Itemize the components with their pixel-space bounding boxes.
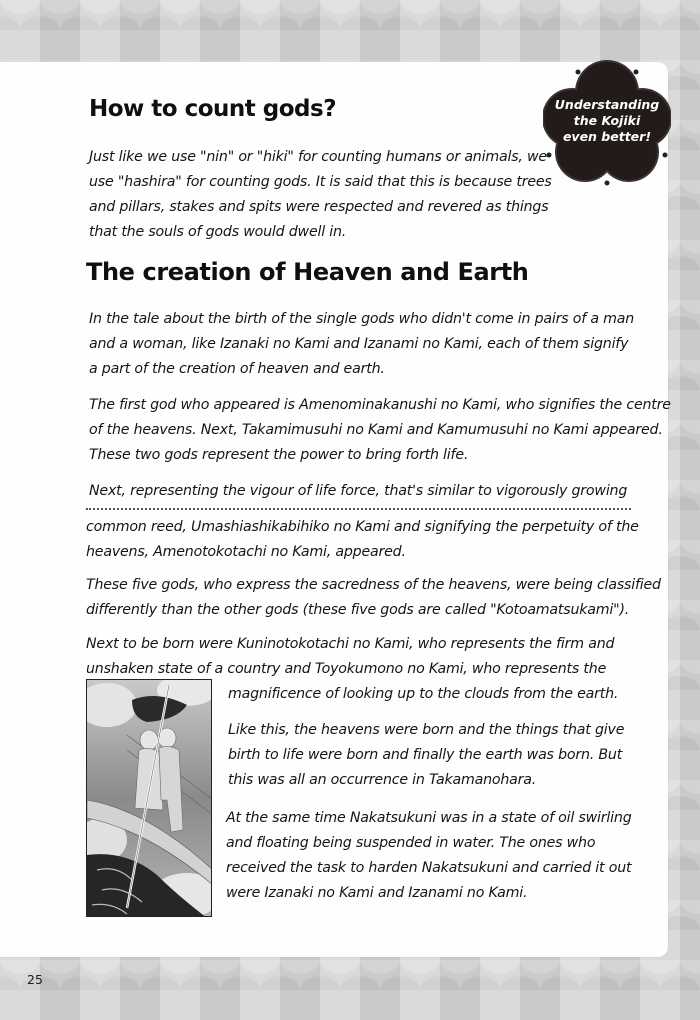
text-line: The first god who appeared is Amenominakanushi no Kami, who signifies the centre — [89, 397, 671, 413]
section-heading-count: How to count gods? — [89, 96, 337, 122]
page-number: 25 — [27, 972, 43, 987]
text-line: this was all an occurrence in Takamanohara. — [228, 772, 537, 788]
badge-line: the Kojiki — [573, 113, 641, 128]
text-line: birth to life were born and finally the earth was born. But — [228, 747, 623, 763]
text-line: and pillars, stakes and spits were respected and revered as things — [89, 199, 549, 215]
text-line: use "hashira" for counting gods. It is said that this is because trees — [89, 174, 552, 190]
text-line: unshaken state of a country and Toyokumono no Kami, who represents the — [86, 661, 607, 677]
kojiki-badge — [543, 52, 671, 186]
dotted-separator — [86, 508, 631, 510]
text-line: were Izanaki no Kami and Izanami no Kami. — [226, 885, 528, 901]
paragraph — [86, 573, 661, 623]
paragraph — [226, 806, 632, 906]
text-line: of the heavens. Next, Takamimusuhi no Kami and Kamumusuhi no Kami appeared. — [89, 422, 663, 438]
text-line: Next to be born were Kuninotokotachi no Kami, who represents the firm and — [86, 636, 615, 652]
text-line: and a woman, like Izanaki no Kami and Izanami no Kami, each of them signify — [89, 336, 629, 352]
text-line: Next, representing the vigour of life force, that's similar to vigorously growing — [89, 483, 628, 499]
text-line: magnificence of looking up to the clouds from the earth. — [228, 686, 619, 702]
paragraph-continued — [86, 515, 639, 565]
paragraph — [89, 479, 627, 504]
text-line: In the tale about the birth of the single gods who didn't come in pairs of a man — [89, 311, 635, 327]
text-line: received the task to harden Nakatsukuni and carried it out — [226, 860, 632, 876]
manga-illustration — [86, 679, 212, 917]
text-line: common reed, Umashiashikabihiko no Kami and signifying the perpetuity of the — [86, 519, 639, 535]
text-line: a part of the creation of heaven and earth. — [89, 361, 385, 377]
text-line: Just like we use "nin" or "hiki" for counting humans or animals, we — [89, 149, 547, 165]
text-line: and floating being suspended in water. The ones who — [226, 835, 596, 851]
badge-line: even better! — [562, 129, 652, 144]
paragraph-count — [89, 145, 552, 245]
paragraph — [89, 393, 671, 468]
text-line: At the same time Nakatsukuni was in a state of oil swirling — [226, 810, 632, 826]
text-line: These five gods, who express the sacredness of the heavens, were being classified — [86, 577, 661, 593]
paragraph — [228, 718, 624, 793]
text-line: Like this, the heavens were born and the things that give — [228, 722, 625, 738]
text-line: heavens, Amenotokotachi no Kami, appeared. — [86, 544, 406, 560]
section-heading-creation: The creation of Heaven and Earth — [86, 258, 529, 286]
paragraph — [86, 632, 614, 682]
text-line: that the souls of gods would dwell in. — [89, 224, 347, 240]
text-line: differently than the other gods (these five gods are called "Kotoamatsukami"). — [86, 602, 630, 618]
paragraph — [89, 307, 634, 382]
badge-line: Understanding — [554, 97, 660, 112]
illustration-art-icon — [87, 680, 212, 917]
text-line: These two gods represent the power to bring forth life. — [89, 447, 469, 463]
paragraph-continued — [228, 682, 618, 707]
